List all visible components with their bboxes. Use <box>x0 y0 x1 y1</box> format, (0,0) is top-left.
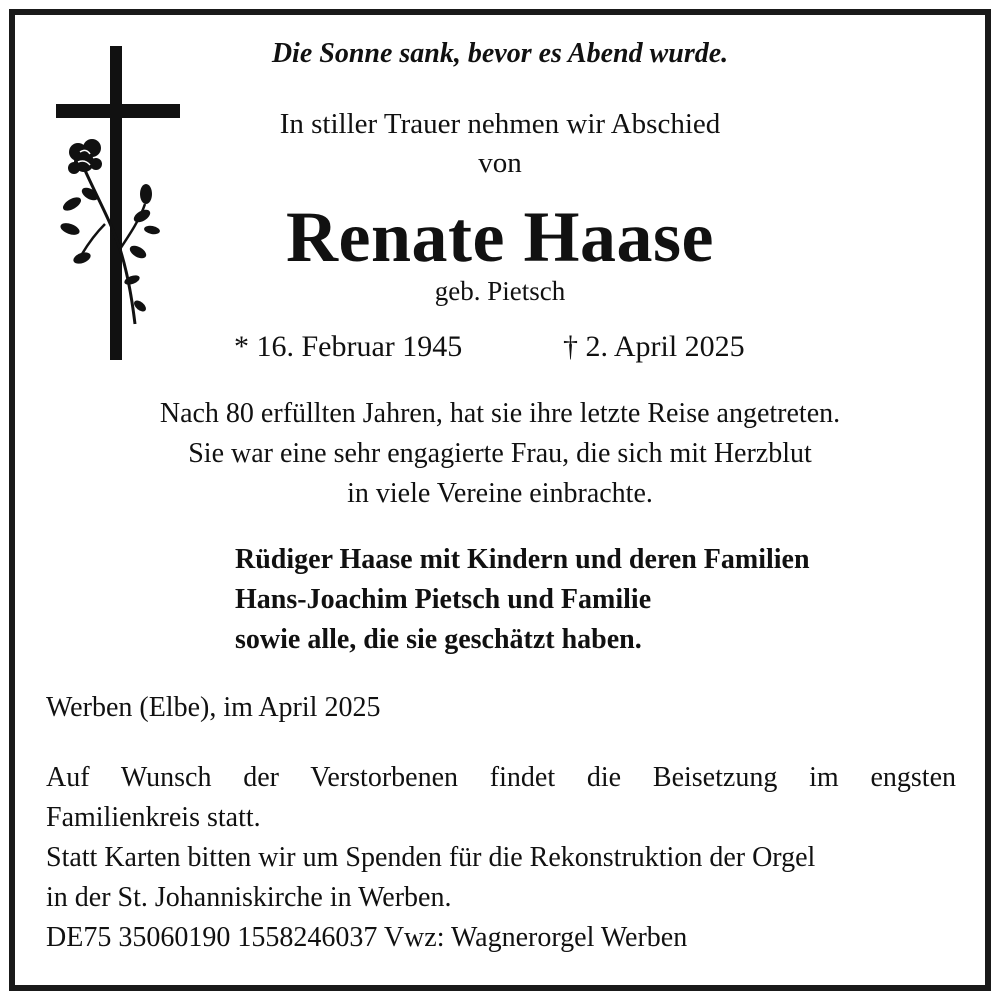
bank-details: DE75 35060190 1558246037 Vwz: Wagnerorgel Werben <box>46 922 688 953</box>
message-line-3: in viele Vereine einbrachte. <box>347 478 653 509</box>
motto: Die Sonne sank, bevor es Abend wurde. <box>271 38 729 69</box>
notice-line-2: Familienkreis statt. <box>46 802 261 833</box>
intro-line-2: von <box>478 147 522 179</box>
place-date: Werben (Elbe), im April 2025 <box>46 692 381 723</box>
notice-line-1: Auf Wunsch der Verstorbenen findet die Beisetzung im engsten <box>46 762 956 793</box>
message-line-1: Nach 80 erfüllten Jahren, hat sie ihre letzte Reise angetreten. <box>159 398 841 429</box>
mourner-line-3: sowie alle, die sie geschätzt haben. <box>235 624 642 655</box>
death-date: † 2. April 2025 <box>563 330 745 363</box>
notice-line-3: Statt Karten bitten wir um Spenden für die Rekonstruktion der Orgel <box>46 842 816 873</box>
notice-line-4: in der St. Johanniskirche in Werben. <box>46 882 452 913</box>
deceased-name: Renate Haase <box>286 197 714 277</box>
birth-date: * 16. Februar 1945 <box>234 330 463 363</box>
intro-line-1: In stiller Trauer nehmen wir Abschied <box>279 108 721 140</box>
mourner-line-1: Rüdiger Haase mit Kindern und deren Familien <box>235 544 810 575</box>
mourner-line-2: Hans-Joachim Pietsch und Familie <box>235 584 652 615</box>
funeral-notice <box>46 758 956 958</box>
message-line-2: Sie war eine sehr engagierte Frau, die sich mit Herzblut <box>188 438 812 469</box>
maiden-name: geb. Pietsch <box>434 276 566 306</box>
